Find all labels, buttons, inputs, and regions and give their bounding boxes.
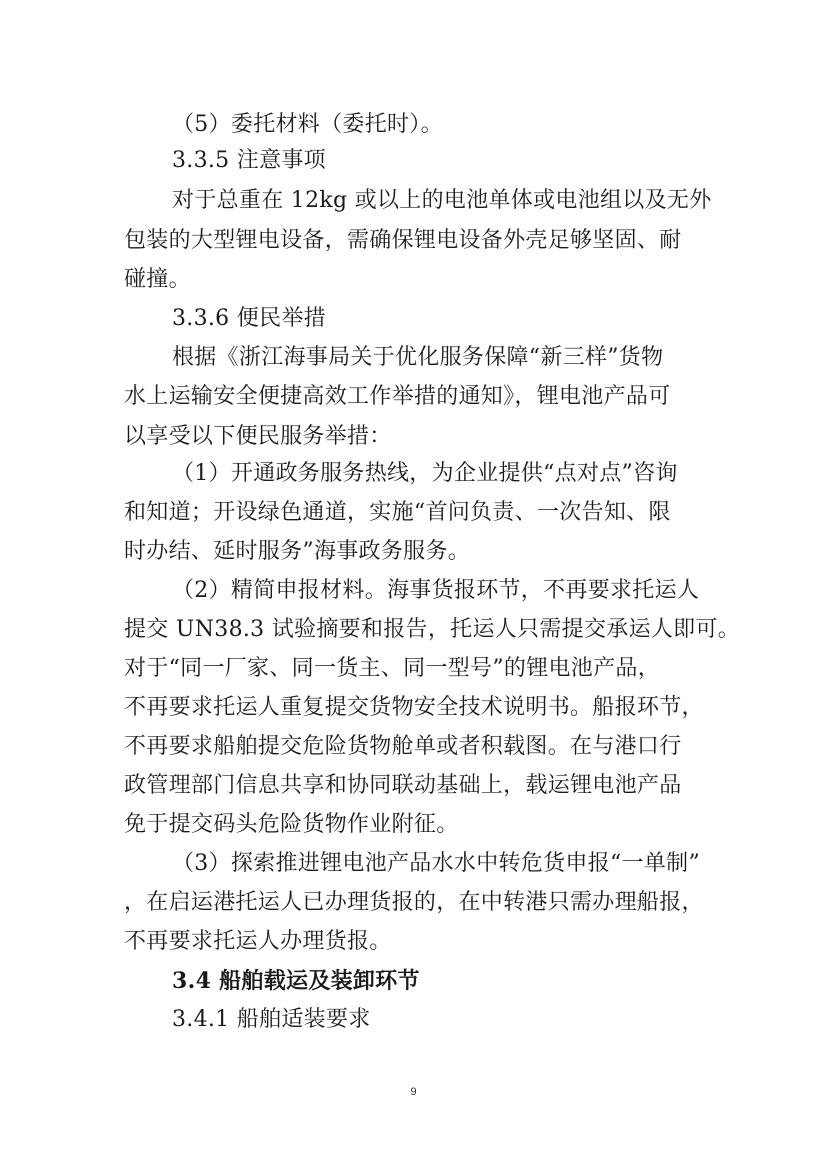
text-line-14: 提交 UN38.3 试验摘要和报告，托运人只需提交承运人即可。 (124, 617, 741, 642)
text-line-4: 包装的大型锂电设备，需确保锂电设备外壳足够坚固、耐 (124, 228, 682, 253)
text-line-15: 对于“同一厂家、同一货主、同一型号”的锂电池产品， (124, 656, 660, 681)
section-heading-3-4: 3.4 船舶载运及装卸环节 (172, 968, 420, 994)
text-line-3: 对于总重在 12kg 或以上的电池单体或电池组以及无外 (172, 188, 712, 213)
text-line-19: 免于提交码头危险货物作业附征。 (124, 812, 459, 837)
text-line-7: 根据《浙江海事局关于优化服务保障“新三样”货物 (172, 345, 664, 370)
section-heading-3-4-1: 3.4.1 船舶适装要求 (172, 1007, 371, 1032)
text-line-10: （1）开通政务服务热线，为企业提供“点对点”咨询 (172, 461, 678, 486)
text-line-13: （2）精简申报材料。海事货报环节，不再要求托运人 (172, 578, 700, 603)
text-line-18: 政管理部门信息共享和协同联动基础上，载运锂电池产品 (124, 773, 682, 798)
text-line-11: 和知道；开设绿色通道，实施“首问负责、一次告知、限 (124, 500, 671, 525)
text-line-5: 碰撞。 (124, 267, 191, 292)
section-heading-3-3-6: 3.3.6 便民举措 (172, 306, 326, 331)
section-heading-3-3-5: 3.3.5 注意事项 (172, 148, 326, 173)
text-line-20: （3）探索推进锂电池产品水水中转危货申报“一单制” (172, 851, 700, 876)
text-line-12: 时办结、延时服务”海事政务服务。 (124, 539, 471, 564)
text-line-1: （5）委托材料（委托时）。 (172, 112, 443, 137)
page-number: 9 (410, 1086, 417, 1098)
text-line-22: 不再要求托运人办理货报。 (124, 929, 392, 954)
text-line-21: ，在启运港托运人已办理货报的，在中转港只需办理船报， (124, 890, 704, 915)
text-line-16: 不再要求托运人重复提交货物安全技术说明书。船报环节， (124, 695, 704, 720)
text-line-9: 以享受以下便民服务举措： (124, 424, 392, 449)
text-line-17: 不再要求船舶提交危险货物舱单或者积载图。在与港口行 (124, 734, 682, 759)
text-line-8: 水上运输安全便捷高效工作举措的通知》，锂电池产品可 (124, 384, 671, 409)
